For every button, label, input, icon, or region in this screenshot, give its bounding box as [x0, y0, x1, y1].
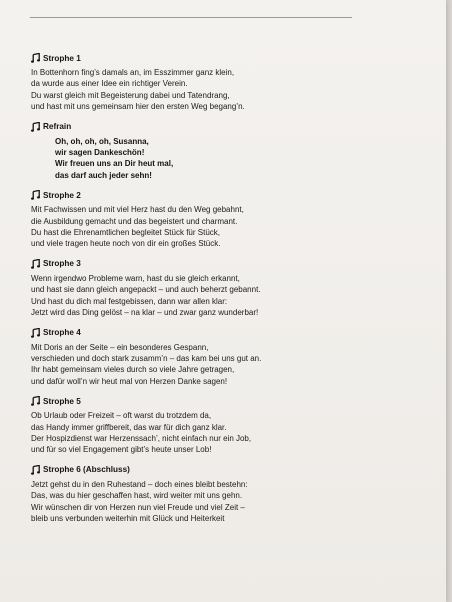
header-rule: [30, 17, 352, 18]
music-note-icon: [31, 328, 40, 338]
section-title: Strophe 6 (Abschluss): [43, 465, 130, 475]
lyric-line: Du warst gleich mit Begeisterung dabei und Tatendrang,: [31, 90, 230, 100]
lyric-line: das Handy immer griffbereit, das war für dich ganz klar.: [31, 422, 227, 432]
music-note-icon: [31, 53, 40, 63]
lyric-line: Du hast die Ehrenamtlichen begleitet Stück für Stück,: [31, 228, 220, 238]
section-heading: [31, 463, 436, 477]
lyric-line: Das, was du hier geschaffen hast, wird weiter mit uns gehn.: [31, 491, 243, 501]
lyric-line: und hast mit uns gemeinsam hier den ersten Weg begang’n.: [31, 102, 245, 112]
verse-section: [31, 188, 436, 250]
lyric-line: Mit Doris an der Seite – ein besonderes Gespann,: [31, 342, 209, 352]
verse-section: [31, 394, 436, 456]
section-title: Strophe 3: [43, 259, 81, 269]
section-title: Strophe 5: [43, 396, 81, 406]
lyric-line: und dafür woll’n wir heut mal von Herzen Danke sagen!: [31, 376, 228, 386]
section-heading: [31, 188, 436, 202]
lyric-lines: [31, 273, 436, 319]
lyric-line: Ihr habt gemeinsam vieles durch so viele Jahre getragen,: [31, 365, 235, 375]
section-title: Strophe 2: [43, 190, 81, 200]
section-title: Strophe 1: [43, 53, 81, 63]
lyrics-body: [31, 51, 436, 531]
lyric-line: Wenn irgendwo Probleme warn, hast du sie gleich erkannt,: [31, 273, 240, 283]
section-heading: [31, 394, 436, 408]
lyric-lines: [31, 204, 436, 250]
lyric-line: wir sagen Dankeschön!: [55, 148, 145, 158]
lyric-line: das darf auch jeder sehn!: [55, 170, 152, 180]
section-title: Strophe 4: [43, 328, 81, 337]
section-heading: [31, 51, 436, 65]
section-heading: [31, 257, 436, 271]
lyric-line: und viele tragen heute noch von dir ein großes Stück.: [31, 239, 221, 249]
lyric-line: Der Hospizdienst war Herzenssach’, nicht einfach nur ein Job,: [31, 433, 252, 443]
refrain-section: [31, 120, 436, 182]
lyric-line: und hast sie dann gleich angepackt – und auch beherzt gebannt.: [31, 285, 261, 295]
verse-section: [31, 326, 436, 388]
lyric-lines: [31, 67, 436, 113]
lyric-line: Und hast du dich mal festgebissen, dann war allen klar:: [31, 296, 228, 306]
lyric-lines: [31, 136, 436, 182]
lyric-line: bleib uns verbunden weiterhin mit Glück und Heiterkeit: [31, 513, 225, 523]
music-note-icon: [31, 190, 40, 200]
lyric-line: die Ausbildung gemacht und das begeistert und charmant.: [31, 216, 238, 226]
music-note-icon: [31, 465, 40, 475]
lyric-line: da wurde aus einer Idee ein richtiger Verein.: [31, 79, 188, 89]
lyric-line: Wir wünschen dir von Herzen nun viel Freude und viel Zeit –: [31, 502, 245, 512]
music-note-icon: [31, 259, 40, 269]
lyric-line: und für so viel Engagement gibt’s heute unser Lob!: [31, 445, 212, 455]
music-note-icon: [31, 122, 40, 132]
verse-section: [31, 51, 436, 113]
verse-section: [31, 463, 436, 525]
lyric-line: Oh, oh, oh, oh, Susanna,: [55, 136, 149, 146]
lyric-line: Ob Urlaub oder Freizeit – oft warst du trotzdem da,: [31, 411, 212, 421]
lyric-line: Mit Fachwissen und mit viel Herz hast du den Weg gebahnt,: [31, 205, 244, 215]
lyric-line: verschieden und doch stark zusamm’n – das kam bei uns gut an.: [31, 353, 262, 363]
lyric-lines: [31, 410, 436, 456]
music-note-icon: [31, 396, 40, 406]
lyric-line: Jetzt gehst du in den Ruhestand – doch eines bleibt bestehn:: [31, 479, 248, 489]
section-title: Refrain: [43, 122, 72, 132]
verse-section: [31, 257, 436, 319]
lyric-lines: [31, 342, 436, 388]
lyric-line: Jetzt wird das Ding gelöst – na klar – und zwar ganz wunderbar!: [31, 308, 259, 318]
section-heading: [31, 120, 436, 134]
lyric-lines: [31, 479, 436, 525]
section-heading: [31, 326, 436, 340]
lyric-line: In Bottenhorn fing’s damals an, im Esszimmer ganz klein,: [31, 68, 235, 77]
lyric-line: Wir freuen uns an Dir heut mal,: [55, 159, 174, 169]
